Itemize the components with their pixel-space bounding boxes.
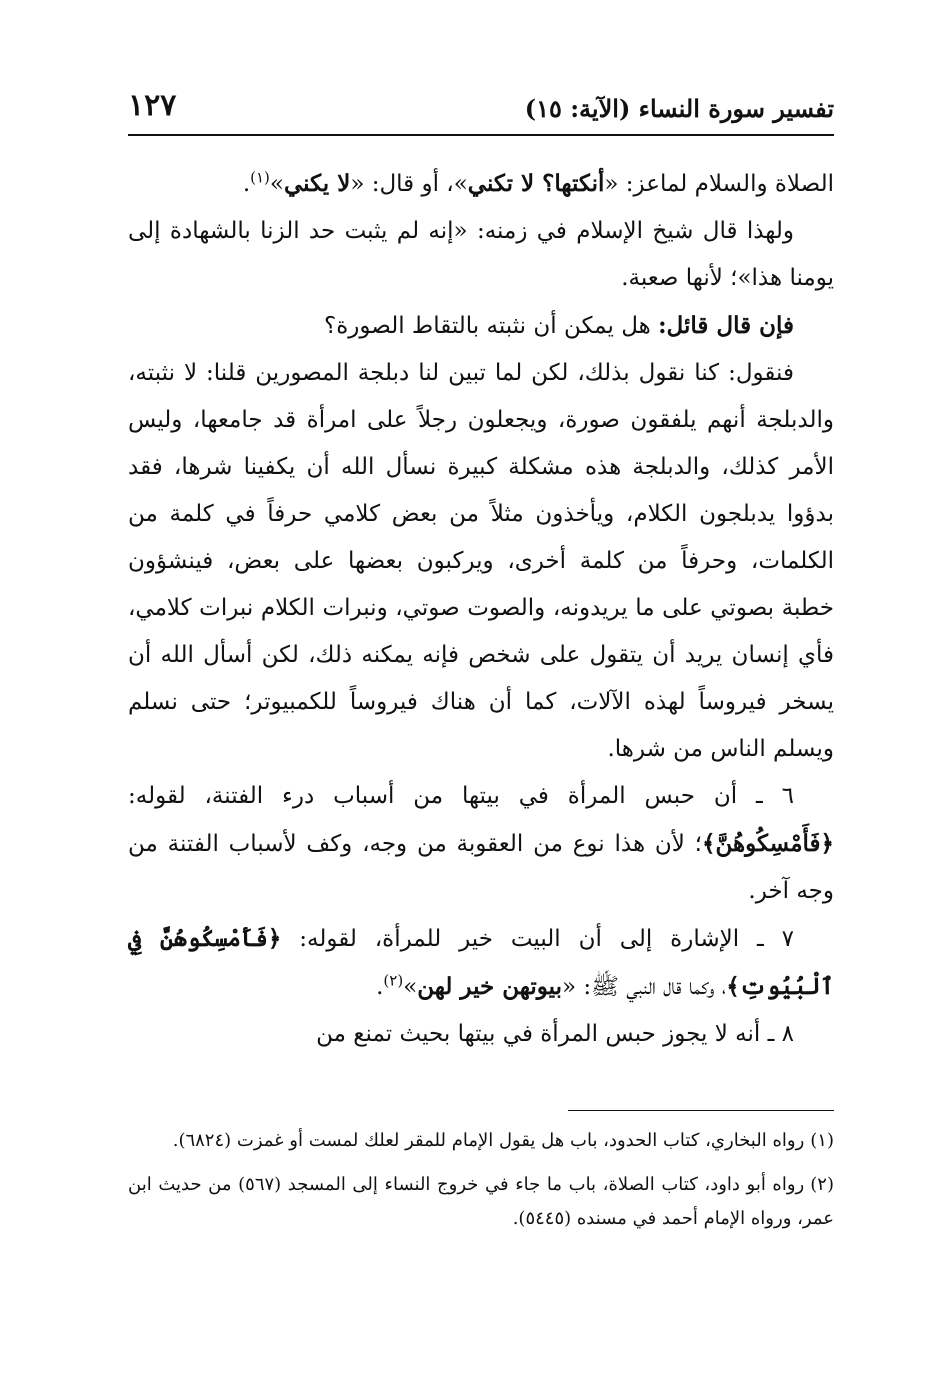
- hadith-quote: لا يكني: [283, 170, 351, 197]
- paragraph-3: [128, 302, 834, 350]
- paragraph-6: [128, 915, 834, 1011]
- running-title: تفسير سورة النساء (الآية: ١٥): [524, 94, 834, 123]
- footnote-text: رواه أبو داود، كتاب الصلاة، باب ما جاء في خروج النساء إلى المسجد (٥٦٧) من حديث ابن عمر، ورواه الإمام أحمد في مسنده (٥٤٤٥).: [128, 1174, 834, 1229]
- text-run: »: [269, 171, 284, 197]
- text-run: ٦ ـ أن حبس المرأة في بيتها من أسباب درء الفتنة، لقوله:: [128, 783, 794, 809]
- text-run: هل يمكن أن نثبته بالتقاط الصورة؟: [324, 313, 659, 339]
- page-number: ١٢٧: [128, 88, 177, 123]
- text-run: »: [403, 974, 418, 1000]
- footnote-separator: [568, 1110, 834, 1111]
- paragraph-1: [128, 160, 834, 208]
- text-run: ٧ ـ الإشارة إلى أن البيت خير للمرأة، لقوله:: [281, 926, 794, 952]
- footnote-reference-2[interactable]: (٢): [383, 971, 404, 990]
- paragraph-5: [128, 773, 834, 915]
- text-run: الصلاة والسلام لماعز: «: [604, 171, 834, 197]
- footnote-1: [128, 1124, 834, 1158]
- paragraph-7: ٨ ـ أنه لا يجوز حبس المرأة في بيتها بحيث تمنع من: [316, 1021, 794, 1047]
- main-text: [128, 160, 834, 1058]
- text-run: ؛ لأن هذا نوع من العقوبة من وجه، وكف لأسباب الفتنة من وجه آخر.: [128, 831, 834, 904]
- hadith-quote: بيوتهن خير لهن: [417, 973, 562, 1000]
- footnotes: [128, 1124, 834, 1246]
- text-run: .: [242, 171, 251, 197]
- text-run: ، وكما قال النبي ﷺ: «: [562, 974, 727, 1000]
- footnote-2: [128, 1168, 834, 1236]
- footnote-text: رواه البخاري، كتاب الحدود، باب هل يقول الإمام للمقر لعلك لمست أو غمزت (٦٨٢٤).: [172, 1130, 805, 1151]
- header-rule: [128, 134, 834, 136]
- quran-quote: ﴿فَأَمْسِكُوهُنَّ فِي ٱلْبُيُوتِ﴾: [128, 925, 834, 1000]
- paragraph-2: ولهذا قال شيخ الإسلام في زمنه: «إنه لم يثبت حد الزنا بالشهادة إلى يومنا هذا»؛ لأنها صعبة.: [128, 218, 834, 291]
- page-header: [128, 88, 834, 132]
- hadith-quote: أنكتها؟ لا تكني: [467, 170, 605, 197]
- text-run: »، أو قال: «: [350, 171, 468, 197]
- footnote-number: (٢): [810, 1174, 834, 1195]
- objection-label: فإن قال قائل:: [658, 312, 794, 339]
- text-run: .: [376, 974, 384, 1000]
- footnote-reference-1[interactable]: (١): [250, 168, 270, 187]
- quran-quote: ﴿فَأَمْسِكُوهُنَّ﴾: [701, 830, 834, 857]
- footnote-number: (١): [810, 1130, 834, 1151]
- paragraph-4: فنقول: كنا نقول بذلك، لكن لما تبين لنا دبلجة المصورين قلنا: لا نثبته، والدبلجة أنهم يلفقون صورة، ويجعلون رجلاً على امرأة قد جامعها، وليس الأمر كذلك، والدبلجة هذه مشكلة كبيرة نسأل الله أن يكفينا شرها، فقد بدؤوا يدبلجون الكلام، ويأخذون مثلاً من بعض كلامي حرفاً في كلمة من الكلمات، وحرفاً من كلمة أخرى، ويركبون بعضها على بعض، فينشؤون خطبة بصوتي على ما يريدونه، والصوت صوتي، ونبرات الكلام نبرات كلامي، فأي إنسان يريد أن يتقول على شخص فإنه يمكنه ذلك، لكن أسأل الله أن يسخر فيروساً لهذه الآلات، كما أن هناك فيروساً للكمبيوتر؛ حتى نسلم ويسلم الناس من شرها.: [128, 360, 834, 762]
